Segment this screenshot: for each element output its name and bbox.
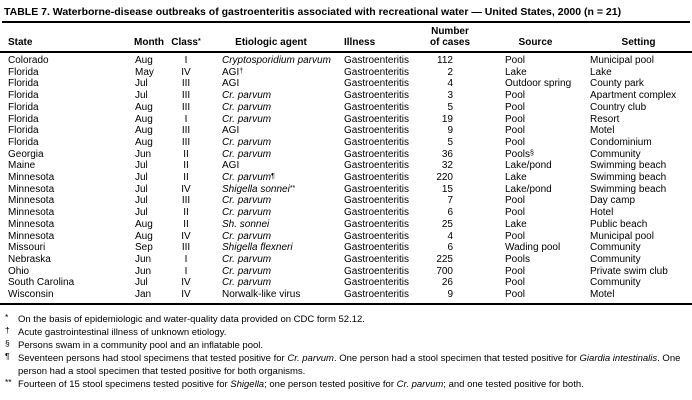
cell-class: IV [181,277,191,289]
cell-state: South Carolina [8,277,75,289]
col-header-illness: Illness [344,37,376,48]
cell-setting: Swimming beach [590,172,667,184]
cell-month: Jan [135,289,152,301]
cell-illness: Gastroenteritis [344,90,410,102]
table-body [0,52,692,304]
table-row [0,114,692,126]
cell-illness: Gastroenteritis [344,183,410,195]
cell-setting: Municipal pool [590,55,654,66]
cell-setting: Day camp [590,195,636,207]
cell-number-of-cases: 2 [447,66,453,78]
col-header-class-label: Class [171,37,198,48]
cell-month: Jul [135,90,148,102]
table-row [0,78,692,90]
cell-month: Jul [135,183,148,195]
cell-number-of-cases: 25 [441,218,453,230]
cell-month: Aug [135,136,153,148]
cell-month: Jul [135,207,148,219]
table-row [0,102,692,114]
table-row [0,207,692,219]
cell-class: IV [181,66,191,78]
cell-state: Florida [8,136,39,148]
table-row [0,137,692,149]
cell-source: Pools§ [505,148,534,160]
cell-source: Wading pool [505,242,561,254]
cell-state: Wisconsin [8,289,54,301]
cell-number-of-cases: 6 [447,242,453,254]
footnote [5,313,688,326]
cell-month: Aug [135,230,153,242]
table-title: TABLE 7. Waterborne-disease outbreaks of gastroenteritis associated with recreational water — United States, 2000 (n = 21) [4,6,622,18]
cell-illness: Gastroenteritis [344,125,410,137]
cell-etiologic-agent: Cr. parvum [222,253,272,265]
footnote-marker: ** [5,377,12,388]
cell-number-of-cases: 220 [436,172,453,184]
cell-month: Jun [135,148,152,160]
cell-month: Aug [135,101,153,113]
cell-illness: Gastroenteritis [344,207,410,219]
footnotes-section [0,305,692,391]
cell-setting: Swimming beach [590,183,667,195]
col-header-month: Month [134,37,164,48]
cell-state: Minnesota [8,207,55,219]
cell-month: Jul [135,172,148,184]
cell-month: Aug [135,113,153,125]
cell-state: Minnesota [8,172,55,184]
footnote-text: Seventeen persons had stool specimens that tested positive for Cr. parvum. One person had a stool specimen that tested positive for Giardia intestinalis. One person had a stool specimen that tested positive for both organisms. [18,352,681,377]
table-row [0,90,692,102]
cell-illness: Gastroenteritis [344,242,410,254]
cell-setting: County park [590,78,644,90]
cell-etiologic-agent: AGI† [222,66,244,78]
cell-setting: Community [590,253,641,265]
footnote [5,352,688,378]
cell-state: Florida [8,90,39,102]
cell-state: Nebraska [8,253,51,265]
cell-number-of-cases: 19 [441,113,453,125]
cell-source: Pools [505,253,531,265]
cell-state: Minnesota [8,195,55,207]
cell-class: III [181,242,191,254]
table-row [0,195,692,207]
cell-source: Pool [505,289,526,301]
cell-setting: Municipal pool [590,230,654,242]
cell-etiologic-agent: Cr. parvum [222,101,272,113]
table-row [0,254,692,266]
cell-number-of-cases: 32 [441,160,453,172]
cell-number-of-cases: 225 [436,253,453,265]
cell-setting: Public beach [590,218,648,230]
cell-source: Lake [505,172,527,184]
table-row [0,277,692,289]
cell-setting: Swimming beach [590,160,667,172]
cell-class: IV [181,289,191,301]
table-row [0,266,692,278]
cell-etiologic-agent: Cr. parvum [222,195,272,207]
cell-state: Florida [8,101,39,113]
cell-illness: Gastroenteritis [344,148,410,160]
cell-month: Jul [135,277,148,289]
cell-number-of-cases: 3 [447,90,453,102]
cell-source: Pool [505,101,526,113]
cell-state: Florida [8,113,39,125]
table-header [0,23,692,52]
cell-state: Florida [8,66,39,78]
cell-class: IV [181,230,191,242]
cell-class: II [183,160,189,172]
cell-source: Pool [505,90,526,102]
cell-number-of-cases: 36 [441,148,453,160]
cell-month: Jun [135,253,152,265]
cell-etiologic-agent: AGI [222,125,240,137]
cell-illness: Gastroenteritis [344,253,410,265]
cell-source: Pool [505,55,526,66]
cell-etiologic-agent: Cryptosporidium parvum [222,55,331,66]
cell-etiologic-agent: Cr. parvum [222,277,272,289]
cell-illness: Gastroenteritis [344,101,410,113]
footnote-text: Acute gastrointestinal illness of unknown etiology. [18,326,227,338]
footnote-text: On the basis of epidemiologic and water-quality data provided on CDC form 52.12. [18,313,365,325]
cell-state: Minnesota [8,230,55,242]
cell-etiologic-agent: AGI [222,160,240,172]
cell-number-of-cases: 5 [447,136,453,148]
col-header-number-of-cases [428,23,472,52]
footnote-marker: § [5,338,10,349]
cell-setting: Community [590,242,641,254]
cell-illness: Gastroenteritis [344,136,410,148]
cell-number-of-cases: 26 [441,277,453,289]
cell-number-of-cases: 4 [447,78,453,90]
cell-state: Missouri [8,242,46,254]
cell-etiologic-agent: Cr. parvum [222,90,272,102]
cell-source: Pool [505,277,526,289]
cell-class: II [183,148,189,160]
cell-source: Lake/pond [505,160,552,172]
col-header-cases-line1: Number [431,26,469,37]
cell-etiologic-agent: Cr. parvum [222,230,272,242]
footnote [5,378,688,391]
cell-class: IV [181,183,191,195]
cell-class: I [184,253,188,265]
cell-source: Pool [505,136,526,148]
cell-setting: Apartment complex [590,90,677,102]
table-row [0,289,692,304]
cell-setting: Private swim club [590,265,668,277]
cell-illness: Gastroenteritis [344,66,410,78]
cell-class: III [181,101,191,113]
cell-illness: Gastroenteritis [344,78,410,90]
cell-source: Pool [505,113,526,125]
cell-month: Jun [135,265,152,277]
header-row [0,23,692,52]
cell-setting: Community [590,277,641,289]
col-header-cases-line2: of cases [429,37,471,48]
cell-class: I [184,113,188,125]
cell-number-of-cases: 112 [437,55,453,66]
cell-setting: Motel [590,289,615,301]
cell-illness: Gastroenteritis [344,195,410,207]
cell-etiologic-agent: AGI [222,78,240,90]
table-row [0,67,692,79]
footnote [5,339,688,352]
cell-number-of-cases: 700 [436,265,453,277]
cell-state: Georgia [8,148,44,160]
cell-class: III [181,195,191,207]
col-header-etiologic-agent: Etiologic agent [235,37,307,48]
cell-etiologic-agent: Cr. parvum [222,136,272,148]
cell-class: III [181,136,191,148]
cell-setting: Condominium [590,136,652,148]
cell-number-of-cases: 4 [447,230,453,242]
cell-number-of-cases: 9 [447,289,453,301]
table-row [0,125,692,137]
cell-setting: Motel [590,125,615,137]
cell-state: Maine [8,160,36,172]
cell-source: Pool [505,195,526,207]
table-row [0,242,692,254]
cell-state: Minnesota [8,183,55,195]
cell-month: Jul [135,195,148,207]
cell-etiologic-agent: Shigella flexneri [222,242,293,254]
table-row [0,149,692,161]
cell-state: Ohio [8,265,30,277]
cell-illness: Gastroenteritis [344,160,410,172]
cell-illness: Gastroenteritis [344,265,410,277]
cell-setting: Community [590,148,641,160]
cell-month: Aug [135,125,153,137]
cell-illness: Gastroenteritis [344,277,410,289]
cell-illness: Gastroenteritis [344,55,410,66]
cell-source: Pool [505,125,526,137]
cell-month: Jul [135,78,148,90]
table-row [0,52,692,67]
cell-etiologic-agent: Norwalk-like virus [222,289,301,301]
cell-month: Aug [135,218,153,230]
col-header-class [170,23,202,52]
cell-etiologic-agent: Cr. parvum [222,207,272,219]
footnote-marker: * [5,312,9,323]
cell-etiologic-agent: Shigella sonnei** [222,183,296,195]
cell-number-of-cases: 7 [447,195,453,207]
cell-number-of-cases: 15 [441,183,453,195]
cell-illness: Gastroenteritis [344,230,410,242]
footnote-text: Persons swam in a community pool and an inflatable pool. [18,339,264,351]
cell-source: Outdoor spring [505,78,572,90]
cell-class: II [183,207,189,219]
cell-month: Jul [135,160,148,172]
cell-source: Pool [505,230,526,242]
cell-source: Pool [505,265,526,277]
cell-state: Colorado [8,55,49,66]
cell-etiologic-agent: Cr. parvum¶ [222,172,275,184]
table-row [0,160,692,172]
cell-class: III [181,90,191,102]
cell-class: III [181,78,191,90]
cell-state: Florida [8,78,39,90]
cell-setting: Hotel [590,207,614,219]
outbreaks-table [0,23,692,305]
table-row [0,184,692,196]
table-row [0,219,692,231]
cell-illness: Gastroenteritis [344,113,410,125]
table-row [0,231,692,243]
cell-state: Minnesota [8,218,55,230]
cell-setting: Country club [590,101,647,113]
cell-number-of-cases: 5 [447,101,453,113]
footnote [5,326,688,339]
col-header-source: Source [518,37,553,48]
cell-class: I [184,55,188,66]
cell-source: Pool [505,207,526,219]
cell-setting: Resort [590,113,620,125]
cell-source: Lake/pond [505,183,552,195]
cell-class: III [181,125,191,137]
footnote-marker: ¶ [5,351,10,362]
cell-number-of-cases: 9 [447,125,453,137]
col-header-state: State [8,37,33,48]
cell-month: May [135,66,154,78]
col-header-setting: Setting [621,37,656,48]
col-header-class-footnote-marker: * [197,38,201,45]
cell-state: Florida [8,125,39,137]
cell-month: Sep [135,242,153,254]
cell-class: II [183,172,189,184]
footnote-marker: † [5,325,10,336]
cell-etiologic-agent: Cr. parvum [222,148,272,160]
cell-illness: Gastroenteritis [344,289,410,301]
cell-illness: Gastroenteritis [344,218,410,230]
cell-month: Aug [135,55,153,66]
cell-source: Lake [505,66,527,78]
cell-etiologic-agent: Cr. parvum [222,113,272,125]
cell-setting: Lake [590,66,612,78]
cell-source: Lake [505,218,527,230]
cell-etiologic-agent: Cr. parvum [222,265,272,277]
cell-class: I [184,265,188,277]
cell-class: II [183,218,189,230]
cell-etiologic-agent: Sh. sonnei [222,218,270,230]
table-row [0,172,692,184]
cell-illness: Gastroenteritis [344,172,410,184]
footnote-text: Fourteen of 15 stool specimens tested positive for Shigella; one person tested positive for Cr. parvum; and one tested positive for both. [18,378,584,390]
cell-number-of-cases: 6 [447,207,453,219]
